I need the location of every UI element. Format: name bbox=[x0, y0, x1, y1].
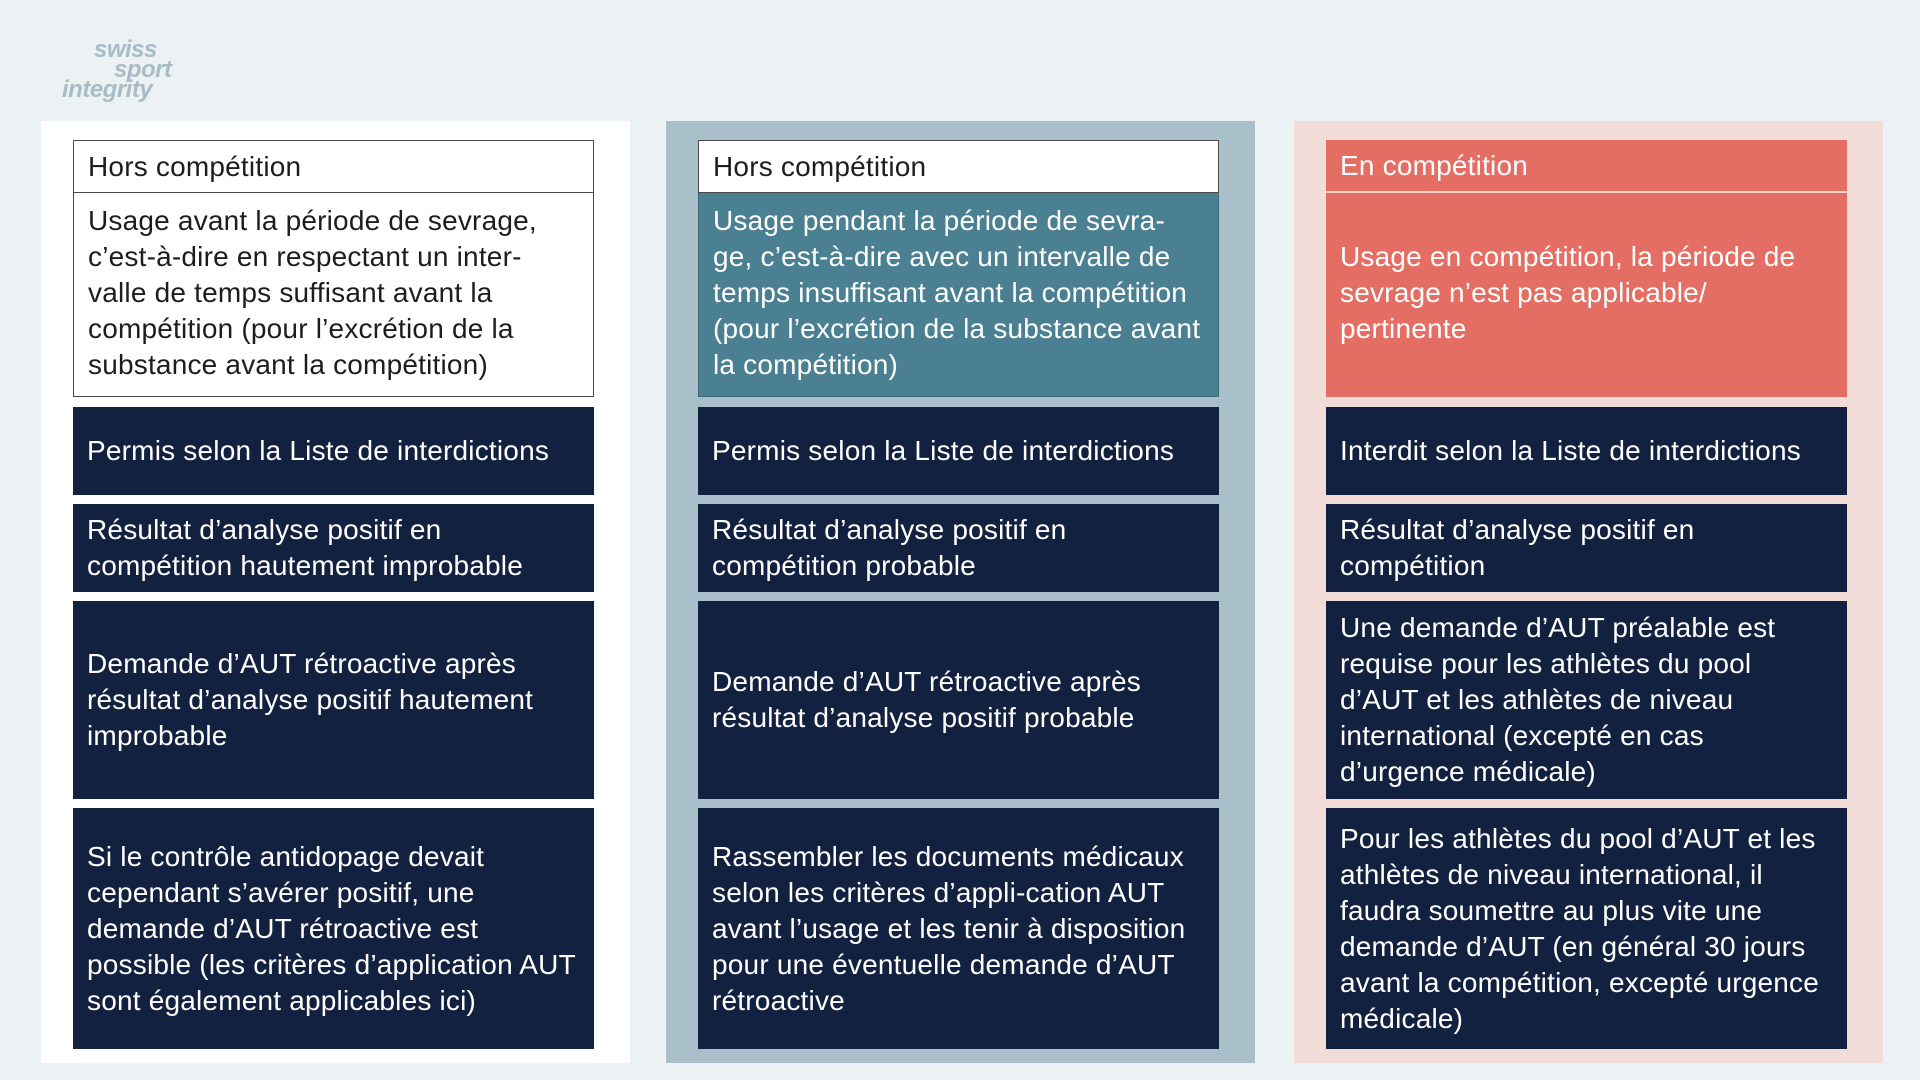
tue-request-cell: Demande d’AUT rétroactive après résultat d’analyse positif probable bbox=[698, 601, 1219, 799]
usage-description: Usage pendant la période de sevra-ge, c’est-à-dire avec un intervalle de temps insuffisant avant la compétition (pour l’excrétion de la substance avant la compétition) bbox=[698, 193, 1219, 397]
logo-line-3: integrity bbox=[62, 76, 153, 103]
recommendation-cell: Pour les athlètes du pool d’AUT et les athlètes de niveau international, il faudra soumettre au plus vite une demande d’AUT (en général 30 jours avant la compétition, excepté urgence médicale) bbox=[1326, 808, 1847, 1049]
column-header: En compétition bbox=[1326, 140, 1847, 193]
tue-request-cell: Demande d’AUT rétroactive après résultat d’analyse positif hautement improbable bbox=[73, 601, 594, 799]
recommendation-cell: Rassembler les documents médicaux selon les critères d’appli-cation AUT avant l’usage et les tenir à disposition pour une éventuelle demande d’AUT rétroactive bbox=[698, 808, 1219, 1049]
logo-line-1: swiss bbox=[94, 36, 157, 63]
usage-description: Usage avant la période de sevrage, c’est-à-dire en respectant un inter-valle de temps suffisant avant la compétition (pour l’excrétion de la substance avant la compétition) bbox=[73, 193, 594, 397]
tue-request-cell: Une demande d’AUT préalable est requise pour les athlètes du pool d’AUT et les athlètes de niveau international (excepté en cas d’urgence médicale) bbox=[1326, 601, 1847, 799]
column-header: Hors compétition bbox=[73, 140, 594, 193]
column-out-of-competition-before-washout bbox=[41, 121, 630, 1063]
result-cell: Résultat d’analyse positif en compétition hautement improbable bbox=[73, 504, 594, 592]
usage-description: Usage en compétition, la période de sevrage n’est pas applicable/ pertinente bbox=[1326, 193, 1847, 397]
logo bbox=[58, 36, 172, 103]
result-cell: Résultat d’analyse positif en compétition bbox=[1326, 504, 1847, 592]
logo-line-2: sport bbox=[114, 56, 172, 83]
column-in-competition bbox=[1294, 121, 1883, 1063]
column-out-of-competition-during-washout bbox=[666, 121, 1255, 1063]
column-header: Hors compétition bbox=[698, 140, 1219, 193]
status-cell: Permis selon la Liste de interdictions bbox=[73, 407, 594, 495]
result-cell: Résultat d’analyse positif en compétition probable bbox=[698, 504, 1219, 592]
status-cell: Interdit selon la Liste de interdictions bbox=[1326, 407, 1847, 495]
recommendation-cell: Si le contrôle antidopage devait cependant s’avérer positif, une demande d’AUT rétroactive est possible (les critères d’application AUT sont également applicables ici) bbox=[73, 808, 594, 1049]
status-cell: Permis selon la Liste de interdictions bbox=[698, 407, 1219, 495]
